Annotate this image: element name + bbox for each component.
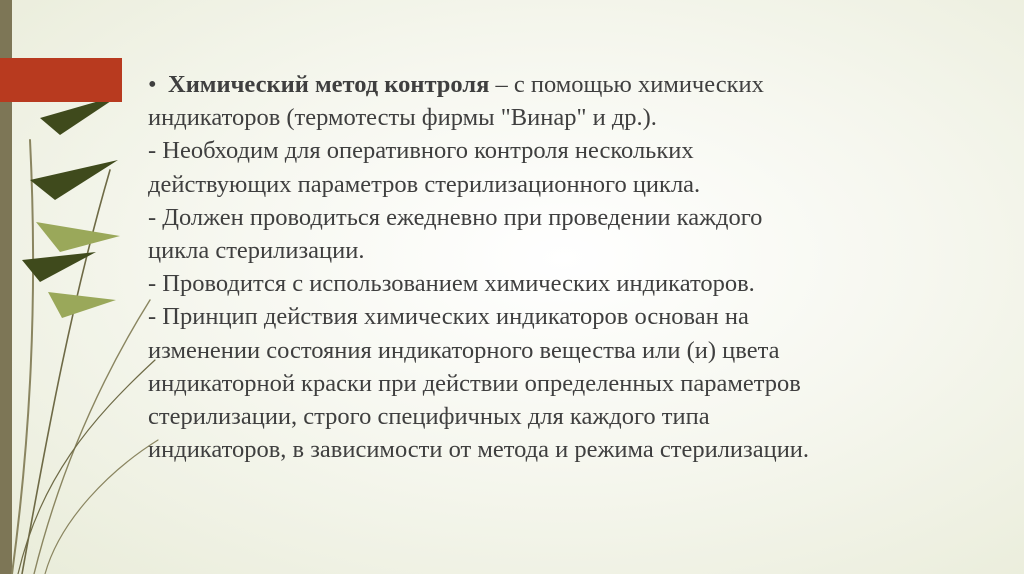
bullet-heading-line <box>148 68 968 101</box>
text-line: индикаторов (термотесты фирмы "Винар" и др.). <box>148 104 657 132</box>
text-line: - Должен проводиться ежедневно при проведении каждого <box>148 203 763 231</box>
red-accent-banner <box>0 58 122 102</box>
text-line: индикаторной краски при действии определенных параметров <box>148 369 801 397</box>
text-line: стерилизации, строго специфичных для каждого типа <box>148 403 710 431</box>
slide-text <box>148 68 968 466</box>
text-line: изменении состояния индикаторного вещества или (и) цвета <box>148 336 780 364</box>
text-line: индикаторов, в зависимости от метода и режима стерилизации. <box>148 436 810 464</box>
text-line: цикла стерилизации. <box>148 237 365 265</box>
text-line: - Необходим для оперативного контроля нескольких <box>148 137 694 165</box>
text-line: - Принцип действия химических индикаторов основан на <box>148 303 749 331</box>
text-line: - Проводится с использованием химических индикаторов. <box>148 270 755 298</box>
leaf-icons <box>22 95 120 318</box>
heading-rest: – с помощью химических <box>489 71 764 98</box>
text-line: действующих параметров стерилизационного цикла. <box>148 170 701 198</box>
bullet-icon: • <box>148 71 157 98</box>
heading-bold: Химический метод контроля <box>168 71 490 98</box>
